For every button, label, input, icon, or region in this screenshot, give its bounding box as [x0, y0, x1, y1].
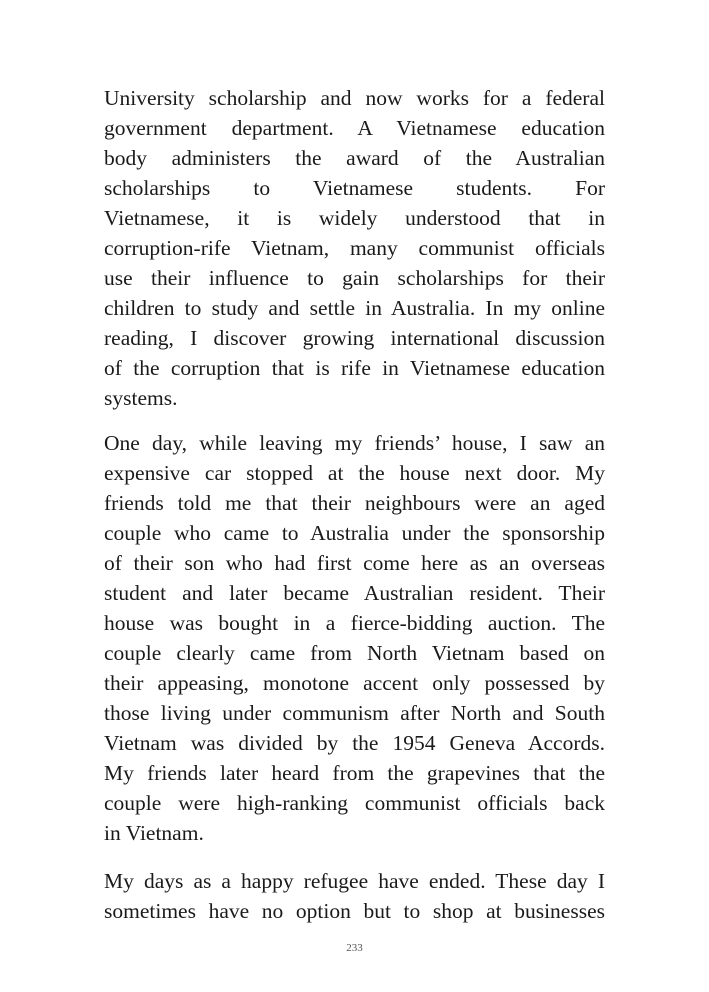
- text-line: couple clearly came from North Vietnam based on: [104, 641, 605, 665]
- text-line: systems.: [104, 386, 178, 410]
- text-line: of their son who had first come here as an overseas: [104, 551, 605, 575]
- text-line: My days as a happy refugee have ended. These day I: [104, 869, 605, 893]
- text-line: corruption-rife Vietnam, many communist officials: [104, 236, 605, 260]
- text-line: scholarships to Vietnamese students. For: [104, 176, 605, 200]
- text-line: government department. A Vietnamese education: [104, 116, 605, 140]
- text-line: use their influence to gain scholarships for their: [104, 266, 605, 290]
- text-line: of the corruption that is rife in Vietnamese education: [104, 356, 605, 380]
- paragraph-1: [104, 83, 605, 413]
- text-line: in Vietnam.: [104, 821, 204, 845]
- text-line: those living under communism after North and South: [104, 701, 605, 725]
- text-line: student and later became Australian resident. Their: [104, 581, 605, 605]
- text-line: house was bought in a fierce-bidding auction. The: [104, 611, 605, 635]
- text-line: couple were high-ranking communist officials back: [104, 791, 605, 815]
- text-line: children to study and settle in Australia. In my online: [104, 296, 605, 320]
- text-line: Vietnamese, it is widely understood that in: [104, 206, 605, 230]
- text-line: One day, while leaving my friends’ house, I saw an: [104, 431, 605, 455]
- text-line: couple who came to Australia under the sponsorship: [104, 521, 605, 545]
- text-line: friends told me that their neighbours were an aged: [104, 491, 605, 515]
- text-line: sometimes have no option but to shop at businesses: [104, 899, 605, 923]
- text-line: University scholarship and now works for a federal: [104, 86, 605, 110]
- page-number: 233: [346, 942, 363, 954]
- text-line: body administers the award of the Australian: [104, 146, 605, 170]
- text-line: expensive car stopped at the house next door. My: [104, 461, 605, 485]
- text-line: My friends later heard from the grapevines that the: [104, 761, 605, 785]
- text-line: their appeasing, monotone accent only possessed by: [104, 671, 605, 695]
- paragraph-3: [104, 866, 605, 926]
- paragraph-2: [104, 428, 605, 848]
- text-line: Vietnam was divided by the 1954 Geneva Accords.: [104, 731, 605, 755]
- text-line: reading, I discover growing international discussion: [104, 326, 605, 350]
